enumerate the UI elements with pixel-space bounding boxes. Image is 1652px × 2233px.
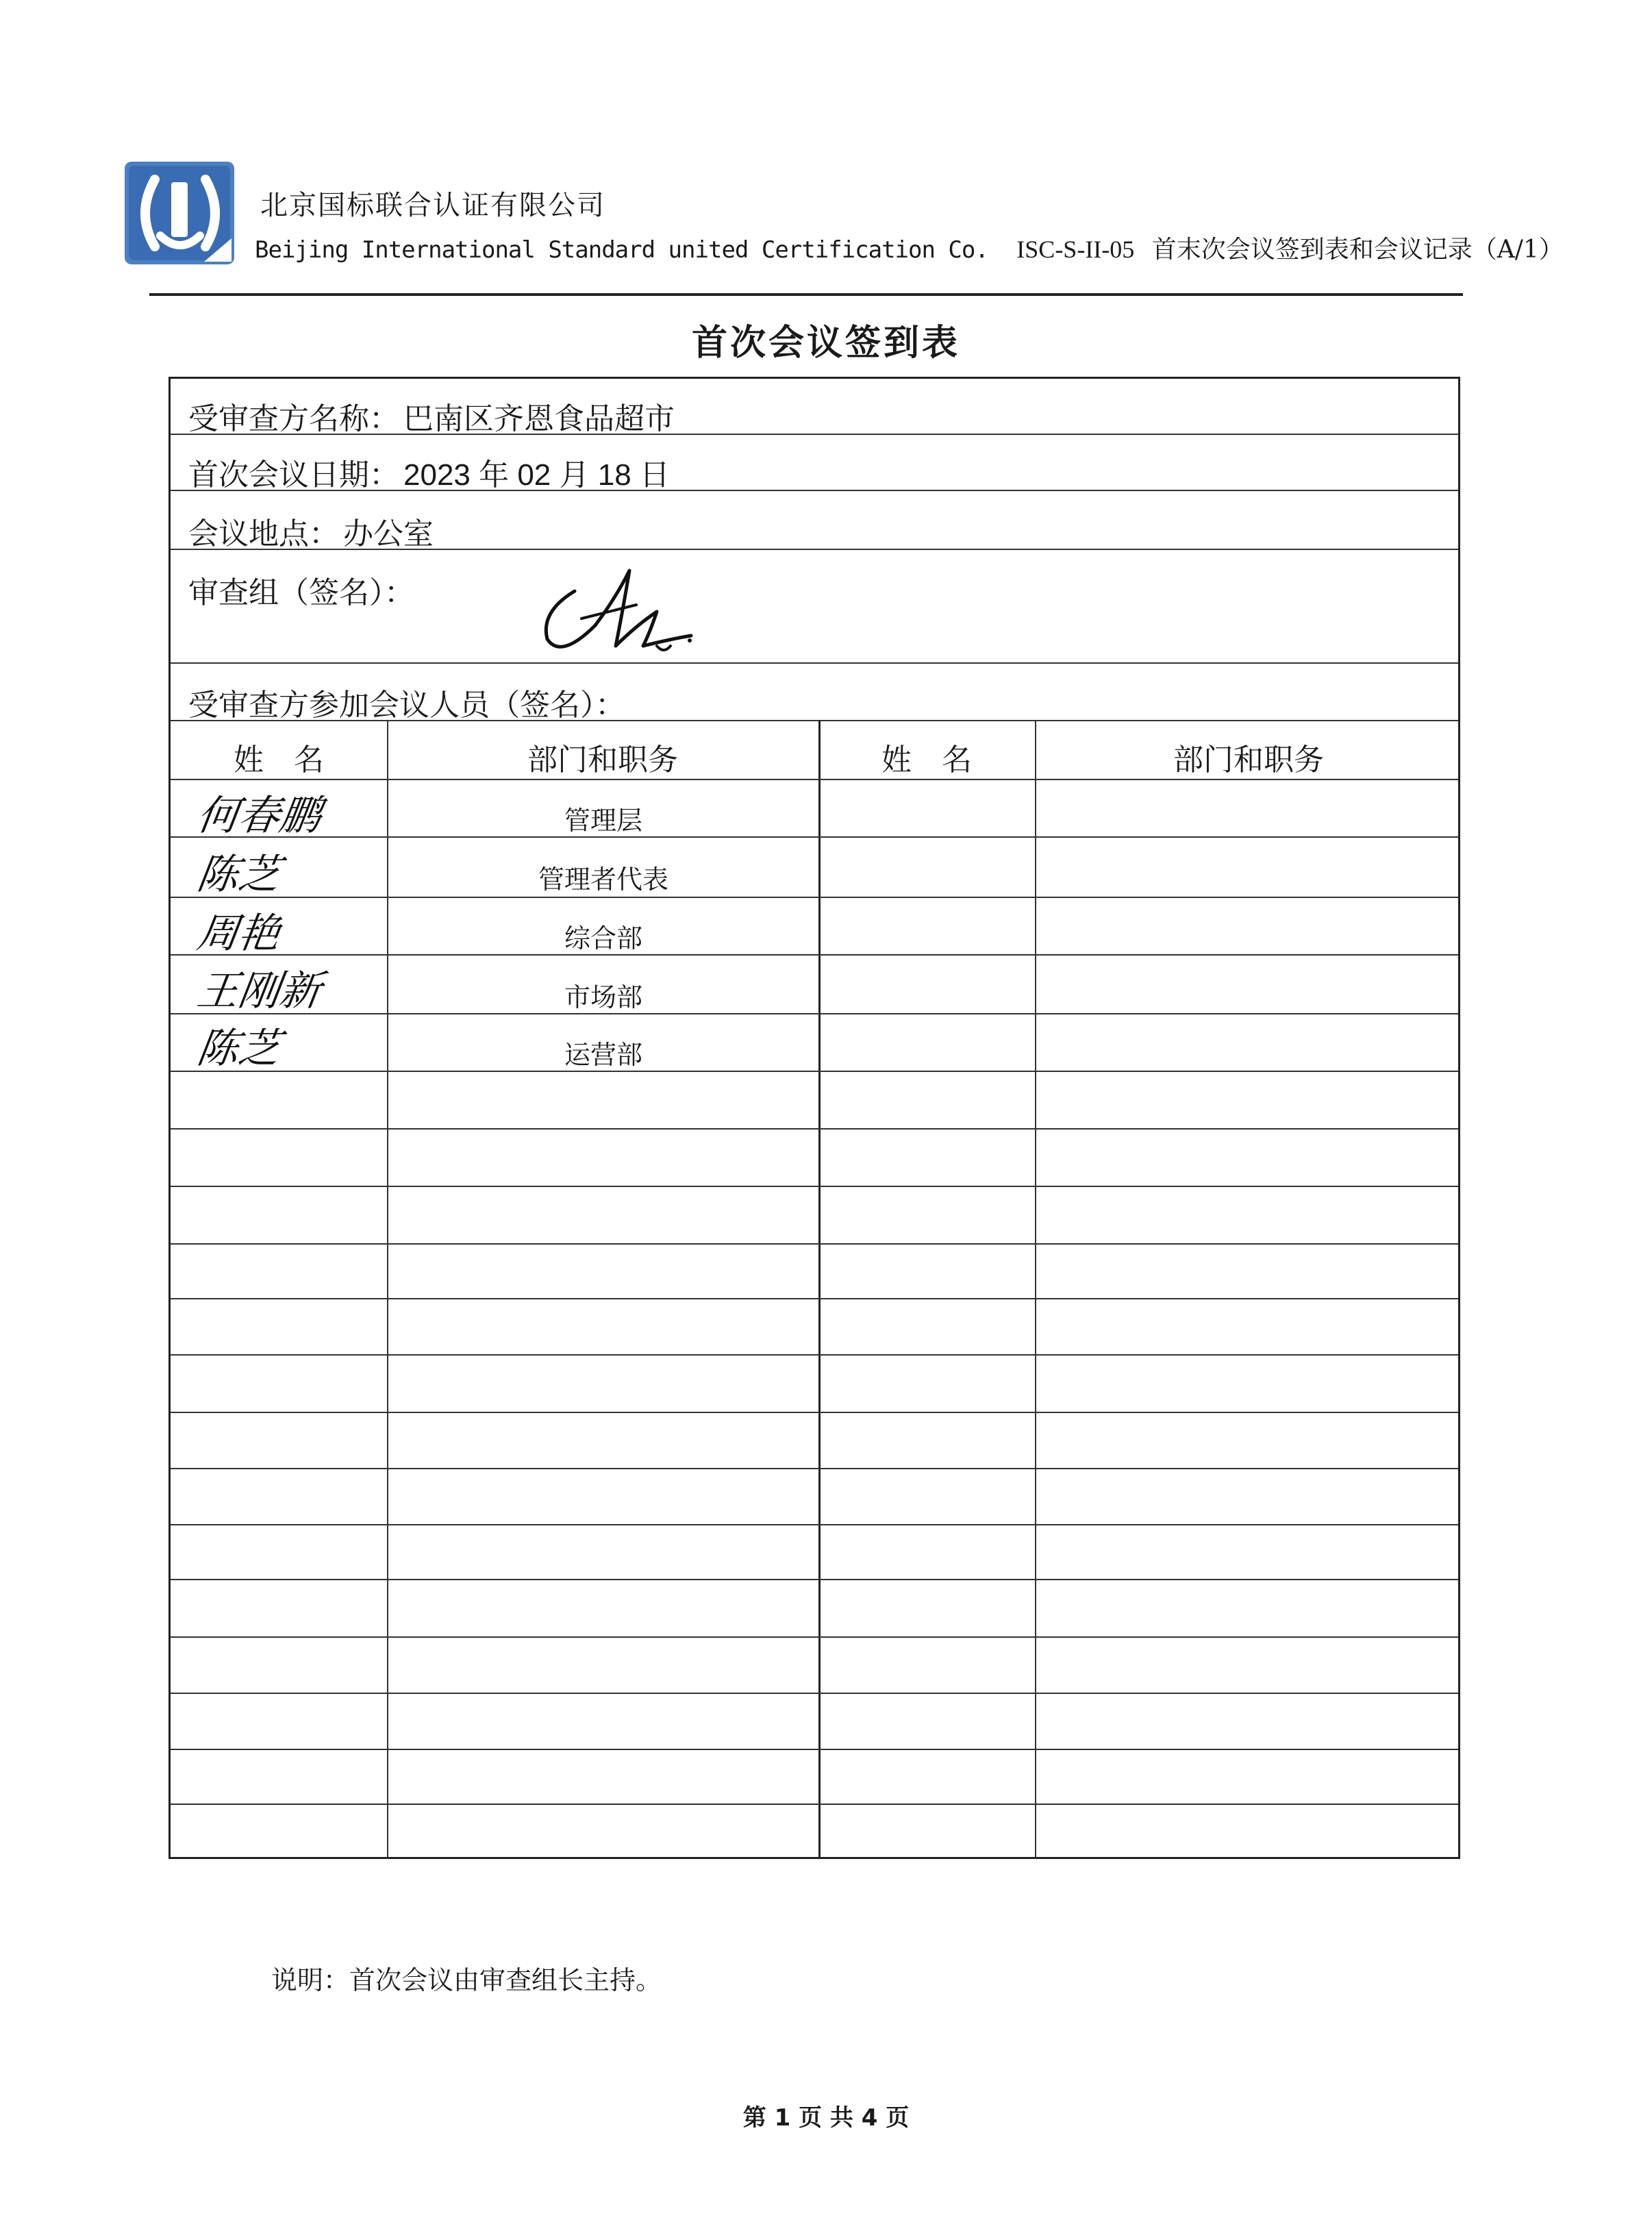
participant-signature: 何春鹏 [194,792,325,840]
column-divider [387,720,388,1857]
row-divider [171,954,1458,956]
row-divider [171,1468,1458,1469]
header-dept-left: 部门和职务 [527,743,678,777]
row-divider [171,1071,1458,1072]
row-divider [171,1579,1458,1580]
note-text: 说明：首次会议由审查组长主持。 [271,1965,662,1995]
auditee-value: 巴南区齐恩食品超市 [403,401,675,436]
row-divider [171,897,1458,898]
participant-dept: 运营部 [564,1040,642,1070]
participants-label: 受审查方参加会议人员（签名）： [188,688,625,723]
header-rule [149,293,1463,296]
divider [171,490,1458,491]
participant-signature: 王刚新 [194,967,325,1015]
row-divider [171,1636,1458,1638]
divider [171,549,1458,550]
row-divider [171,1749,1458,1750]
header-dept-right: 部门和职务 [1173,743,1324,777]
participant-signature: 陈芝 [194,1025,284,1073]
form-code: ISC-S-II-05 [1016,236,1135,263]
header-name-right: 姓 名 [881,743,972,777]
letterhead-line [255,230,1564,265]
row-divider [171,1128,1458,1130]
audit-team-signature [534,564,698,666]
row-divider [171,1804,1458,1805]
company-logo-icon [122,159,238,273]
form-title: 首末次会议签到表和会议记录（A/1） [1151,236,1564,264]
page-number: 第 1 页 共 4 页 [742,2104,910,2132]
divider [171,779,1458,780]
participants-field [188,680,625,724]
participant-dept: 市场部 [564,982,642,1012]
row-divider [171,1298,1458,1299]
row-divider [171,1186,1458,1187]
participant-signature: 陈芝 [194,851,284,899]
participant-dept: 管理层 [564,806,642,836]
row-divider [171,1524,1458,1525]
company-name-cn: 北京国标联合认证有限公司 [260,190,605,221]
column-divider [1035,720,1036,1857]
sign-in-form [168,377,1460,1859]
column-divider-center [818,720,821,1857]
row-divider [171,1013,1458,1014]
meeting-date-value: 2023 年 02 月 18 日 [403,458,670,492]
row-divider [171,1243,1458,1245]
location-field [188,509,434,553]
divider [171,434,1458,435]
auditee-field [188,394,675,438]
row-divider [171,1354,1458,1356]
meeting-date-field [188,450,670,494]
audit-team-field [188,568,414,612]
participant-dept: 管理者代表 [538,864,668,895]
location-value: 办公室 [343,516,434,551]
participant-signature: 周艳 [194,910,284,958]
header-name-left: 姓 名 [234,743,324,777]
row-divider [171,836,1458,838]
audit-team-label: 审查组（签名）： [188,575,414,610]
meeting-date-label: 首次会议日期： [188,458,399,492]
divider [171,662,1458,664]
company-name-en: Beijing International Standard united Certification Co. [255,236,988,264]
row-divider [171,1693,1458,1694]
divider [171,720,1458,721]
auditee-label: 受审查方名称： [188,401,399,436]
row-divider [171,1412,1458,1413]
document-title: 首次会议签到表 [691,323,960,364]
participant-dept: 综合部 [564,923,642,953]
location-label: 会议地点： [188,516,339,551]
